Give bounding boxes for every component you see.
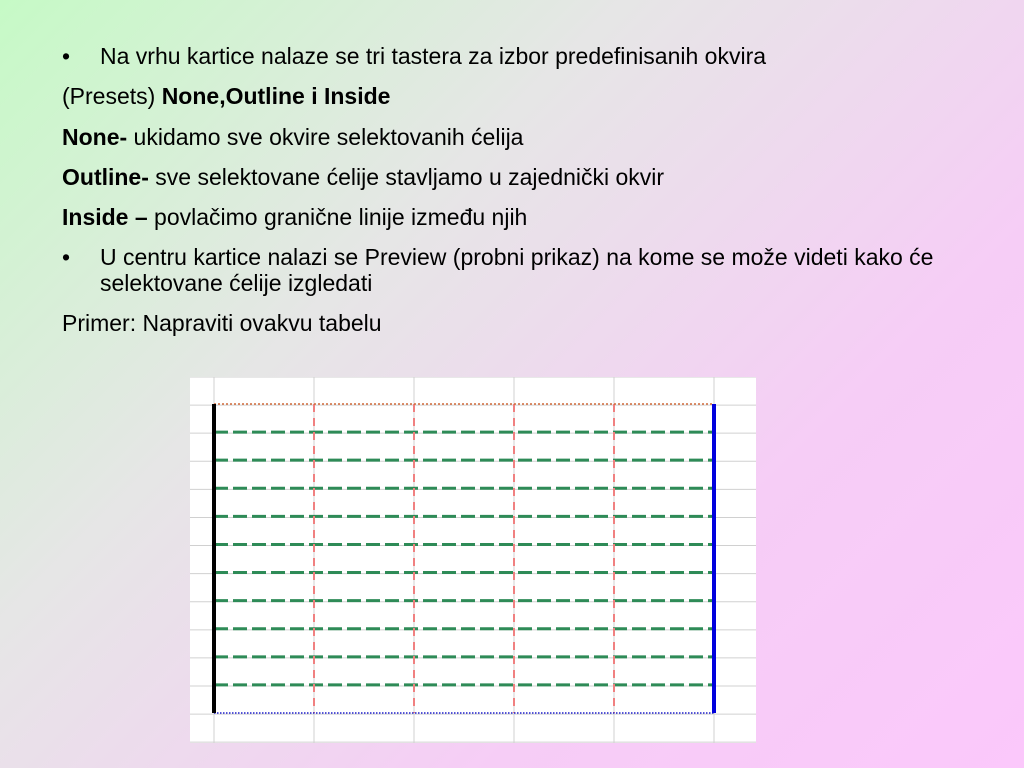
inside-definition: [62, 205, 982, 230]
outline-definition: [62, 165, 982, 190]
none-label: None-: [62, 123, 128, 150]
example-line: [62, 311, 982, 336]
bullet-icon: •: [62, 244, 71, 271]
inside-label: Inside –: [62, 204, 148, 231]
none-text: ukidamo sve okvire selektovanih ćelija: [127, 123, 524, 150]
presets-names: None,Outline i Inside: [161, 83, 391, 110]
bullet-item-preview: [62, 245, 982, 296]
inside-text: povlačimo granične linije između njih: [147, 204, 528, 231]
table-border-svg: [190, 377, 756, 743]
bullet-icon: •: [62, 43, 71, 69]
none-definition: [62, 125, 982, 150]
bullet-text-buttons: Na vrhu kartice nalaze se tri tastera za izbor predefinisanih okvira: [100, 43, 767, 69]
presets-line: [62, 84, 982, 109]
bullet-text-preview: U centru kartice nalazi se Preview (probni prikaz) na kome se može videti kako će selektovane ćelije izgledati: [100, 244, 934, 296]
example-text: Primer: Napraviti ovakvu tabelu: [62, 310, 382, 337]
outline-text: sve selektovane ćelije stavljamo u zajednički okvir: [148, 163, 665, 190]
outline-label: Outline-: [62, 163, 149, 190]
presets-prefix: (Presets): [62, 83, 162, 110]
slide-content: [62, 44, 982, 351]
table-border-example: [190, 377, 756, 743]
bullet-item-buttons: [62, 44, 982, 69]
